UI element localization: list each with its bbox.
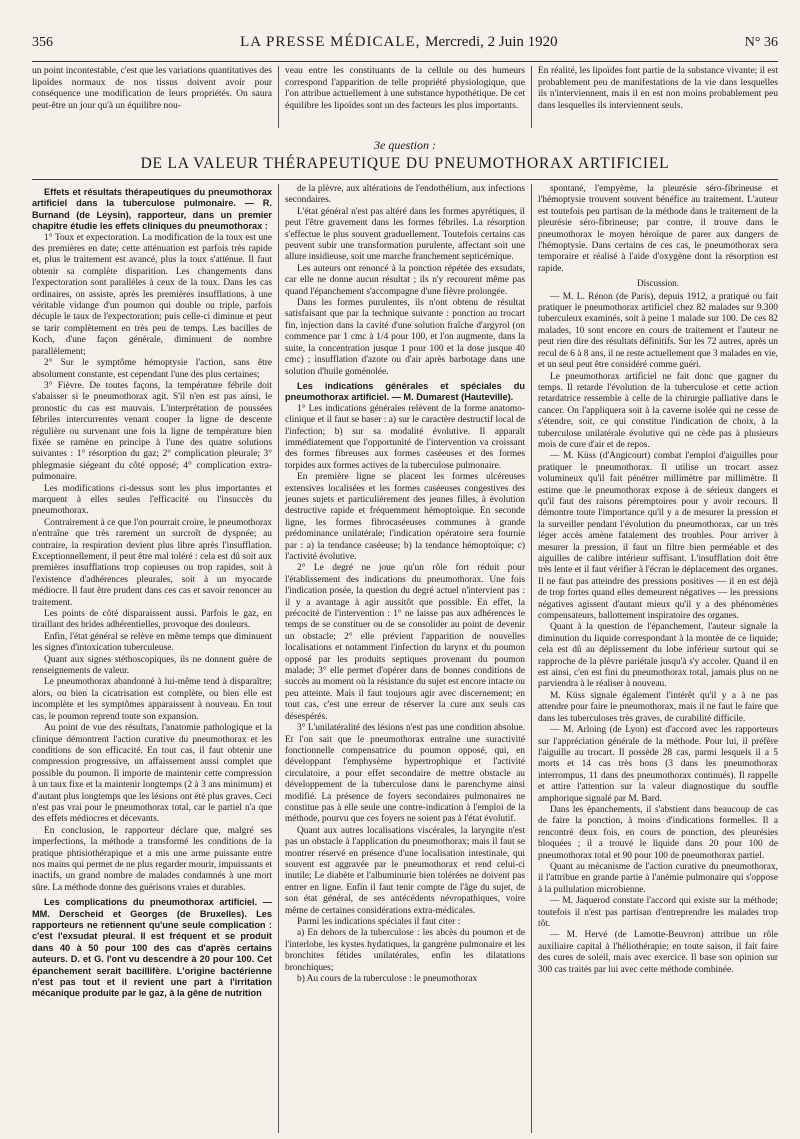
- issue-number: N° 36: [744, 35, 778, 50]
- running-header: [32, 34, 778, 54]
- paragraph: 1° Les indications générales relèvent de la forme anatomo-clinique et il faut se baser : a) sur le caractère destructif local de l'infection; b) sur sa modalité évolutive. Il apparaît immédiatement que l'opportunité de l'intervention va croissant des formes fibreuses aux formes caséeuses et des formes torpides aux formes actives de la tuberculose pulmonaire.: [285, 403, 525, 471]
- paragraph: Le pneumothorax artificiel ne fait donc que gagner du temps. Il retarde l'évolution de la tuberculose et cette action retardatrice ressemble à celle de la chirurgie palliative dans le cancer. On l'appliquera soit à la caverne isolée qui ne cesse de s'étendre, soit, ce qui constitue l'indication de choix, à la tuberculose unilatérale évolutive qui ne cède pas à plusieurs mois de cure d'air et de repos.: [538, 371, 778, 450]
- paragraph: Quant aux signes stéthoscopiques, ils ne donnent guère de renseignements de valeur.: [32, 654, 272, 677]
- paragraph: 3° L'unilatéralité des lésions n'est pas une condition absolue. Et l'on sait que le pneumothorax entraîne une suractivité fonctionnelle compensatrice du poumon opposé, qui, en développant l'emphysème hypertrophique et l'activité circulatoire, a pour effet secondaire de mettre obstacle au développement de la tuberculose dans le parenchyme ainsi modifié. La présence de foyers secondaires pulmonaires ne constitue pas à elle seule une contre-indication à l'emploi de la méthode, pourvu que ces foyers ne soient pas à l'état évolutif.: [285, 723, 525, 825]
- paragraph: 1° Toux et expectoration. La modification de la toux est une des premières en date; cette atténuation est parfois très rapide et, plus le traitement est avancé, plus la toux s'atténue. Il faut obtenir sa complète disparition. Les changements dans l'expectoration sont parallèles à ceux de la toux. Dans les cas ordinaires, on assiste, après les premières insufflations, à une véritable vidange d'un poumon qui double ou triple, parfois décuple le taux de l'expectoration; puis celle-ci diminue et peut se tarir complètement en très peu de temps. Les bacilles de Koch, d'une façon générale, diminuent de nombre parallèlement;: [32, 232, 272, 357]
- article-body: [32, 184, 778, 1133]
- paragraph: Quant à la question de l'épanchement, l'auteur signale la diminution du liquide correspondant à la montée de ce liquide; cela est dû au déplissement du lobe inférieur surtout qui se rapproche de la plèvre pariétale jusqu'à s'y accoler. Quand il en est ainsi, c'en est fini du pneumothorax total, jamais plus on ne parviendra à le réaliser à nouveau.: [538, 622, 778, 690]
- paragraph: Contrairement à ce que l'on pourrait croire, le pneumothorax n'entraîne que très rarement un surcroît de dyspnée; au contraire, la respiration devient plus libre après l'insufflation. Exceptionnellement, il peut être mal toléré : cela est dû soit aux premières insufflations trop copieuses ou trop rapides, soit à l'existence d'adhérences pleurales, soit à un myocarde médiocre. Il faut être prudent dans ces cas et savoir renoncer au traitement.: [32, 517, 272, 608]
- article-title: DE LA VALEUR THÉRAPEUTIQUE DU PNEUMOTHORAX ARTIFICIEL: [140, 155, 670, 172]
- paragraph: a) En dehors de la tuberculose : les abcès du poumon et de l'interlobe, les kystes hydatiques, la gangrène pulmonaire et les bronchites fétides unilatérales, enfin les dilatations bronchiques;: [285, 928, 525, 973]
- continued-article: [32, 66, 778, 128]
- paragraph: Parmi les indications spéciales il faut citer :: [297, 917, 461, 927]
- paragraph: L'état général n'est pas altéré dans les formes apyrétiques, il peut l'être gravement dans les formes fébriles. La résorption s'effectue le plus souvent graduellement. Toutefois certains cas peuvent subir une transformation purulente, affectant soit une allure insidieuse, soit une marche franchement septicémique.: [285, 206, 525, 263]
- top-column-1: un point incontestable, c'est que les variations quantitatives des lipoïdes normaux de nos tissus doivent avoir pour conséquence une modification de leurs propriétés. On saura peut-être un jour qu'à un équilibre nou-: [32, 66, 272, 111]
- paragraph: Dans les formes purulentes, ils n'ont obtenu de résultat satisfaisant que par la technique suivante : ponction au trocart fin, injection dans la cavité d'une solution fraîche d'argyrol (on commence par 1 cmc à 1/4 pour 100, et l'on augmente, dans la suite, la concentration jusque 1 pour 100 et la dose jusque 40 cmc) ; insufflation d'azote ou d'air après barbotage dans une solution d'huile goménolée.: [285, 298, 525, 377]
- paragraph: — M. Küss (d'Angicourt) combat l'emploi d'aiguilles pour pratiquer le pneumothorax. Il utilise un trocart assez volumineux qu'il fait pénétrer millimètre par millimètre. Il estime que le pneumothorax expose à de sérieux dangers et qu'il faut des raisons péremptoires pour y avoir recours. Il démontre toute l'importance qu'il y a de mesurer la pression et la surveiller pendant l'évolution du pneumothorax, car un très léger accès amène fatalement des troubles. Pour arriver à mesurer la pression, il faut un filtre bien perméable et des aiguilles de calibre intérieur suffisant. L'insufflation doit être très lente et il faut vérifier à l'écran le déplacement des organes. Il ne faut pas atteindre des pressions positives — il en est déjà de trop fortes quand elles demeurent négatives — les pressions négatives agissent d'autant mieux qu'il y a des phénomènes compensateurs, ballottement inspiratoire des organes.: [538, 451, 778, 622]
- subsection-heading: Les indications générales et spéciales du pneumothorax artificiel. — M. Dumarest (Hauteville).: [285, 380, 525, 403]
- section-label: 3e question :: [374, 138, 436, 152]
- paragraph: de la plèvre, aux altérations de l'endothélium, aux infections secondaires.: [285, 184, 525, 206]
- paragraph: Les modifications ci-dessus sont les plus importantes et marquent à elles seules l'efficacité ou l'insuccès du pneumothorax.: [32, 483, 272, 517]
- issue-date: Mercredi, 2 Juin 1920: [425, 34, 558, 50]
- paragraph: b) Au cours de la tuberculose : le pneumothorax: [297, 974, 478, 985]
- paragraph: Quant aux autres localisations viscérales, la laryngite n'est pas un obstacle à l'application du pneumothorax; mais il faut se montrer réservé en présence d'une localisation intestinale, qui souvent est aggravée par le pneumothorax et rend celui-ci inutile; Le diabète et l'albuminurie bien tolérées ne doivent pas entrer en ligne. Enfin il faut tenir compte de l'âge du sujet, de son état général, de ses antécédents névropathiques, voire même de certaines considérations extra-médicales.: [285, 825, 525, 916]
- paragraph: — M. Jaquerod constate l'accord qui existe sur la méthode; toutefois il n'est pas partisan d'entreprendre les malades trop tôt.: [538, 896, 778, 929]
- paragraph: Les points de côté disparaissent aussi. Parfois le gaz, en tiraillant des brides adhérentielles, provoque des douleurs.: [32, 609, 272, 631]
- subsection-heading: Effets et résultats thérapeutiques du pneumothorax artificiel dans la tuberculose pulmonaire. — R. Burnand (de Leysin), rapporteur, dans un premier chapitre étudie les effets cliniques du pneumothorax :: [32, 187, 272, 232]
- paragraph: En première ligne se placent les formes ulcéreuses extensives localisées et les formes caséeuses congestives des jeunes sujets et particulièrement des jeunes filles, à évolution destructive rapide et fréquemment hémoptoïque. En seconde ligne, les formes fibrocaséeuses communes à grande prédominance unilatérale; l'indication opératoire sera fournie par : a) la tendance caséeuse; b) la tendance hémoptoïque; c) l'activité évolutive.: [285, 472, 525, 562]
- journal-header: [240, 34, 558, 51]
- paragraph: M. Küss signale également l'intérêt qu'il y a à ne pas attendre pour faire le pneumothorax, mais il ne faut le faire que dans les tuberculoses très graves, de curabilité difficile.: [538, 690, 778, 724]
- paragraph: — M. Hervé (de Lamotte-Beuvron) attribue un rôle auxiliaire capital à l'héliothérapie; en toute saison, il fait faire des cures de soleil, mais avec exercice. Il base son opinion sur 300 cas traités par lui avec cette méthode combinée.: [538, 930, 778, 975]
- subsection-heading: Les complications du pneumothorax artificiel. — MM. Derscheid et Georges (de Bruxelles). Les rapporteurs ne retiennent qu'une seule complication : c'est l'exsudat pleural. Il est fréquent et se produit dans 40 à 50 pour 100 des cas d'après certains auteurs. D. et G. l'ont vu descendre à 20 pour 100. Cet épanchement serait bacillifère. L'origine bactérienne n'est pas tout et il revient une part à l'irritation mécanique produite par le gaz, à la gêne de nutrition: [32, 897, 272, 999]
- title-rule: [32, 179, 778, 180]
- discussion-heading: Discussion.: [637, 278, 679, 289]
- paragraph: En conclusion, le rapporteur déclare que, malgré ses imperfections, la méthode a transformé les conditions de la pratique phtisiothérapique et a mis une arme puissante entre nos mains qui permet de ne plus regarder mourir, impuissants et inactifs, un grand nombre de malades condamnés à une mort sûre. La méthode donne des guérisons vraies et durables.: [32, 825, 272, 893]
- paragraph: 2° Le degré ne joue qu'un rôle fort réduit pour l'établissement des indications du pneumothorax. Une fois l'indication posée, la question du degré actuel n'intervient pas : il y a avantage à agir aussitôt que possible. En effet, la précocité de l'intervention : 1° ne laisse pas aux adhérences le temps de se constituer ou de se consolider au point de devenir un obstacle; 2° elle prévient l'apparition de nouvelles localisations et notamment l'infection du larynx et du poumon opposé par les produits septiques provenant du poumon malade; 3° elle permet d'opérer dans de bonnes conditions de succès au moment où la résistance du sujet est encore intacte ou peu atteinte. Mais il faut toujours agir avec discernement; en tout cas, c'est une erreur de réserver la cure aux seuls cas désespérés.: [285, 563, 525, 722]
- paragraph: 3° Fièvre. De toutes façons, la température fébrile doit s'abaisser si le pneumothorax agit. S'il n'en est pas ainsi, le pronostic du cas est mauvais. L'interprétation de poussées fébriles intercurrentes venant couper la ligne de descente régulière ou survenant une fois la ligne de température bien fixée se ramène en principe à l'une des quatre solutions suivantes : 1° résorption du gaz; 2° complication pleurale; 3° phlegmasie siégeant du côté opposé; 4° complication extra-pulmonaire.: [32, 380, 272, 483]
- journal-name: LA PRESSE MÉDICALE,: [240, 34, 421, 50]
- paragraph: Le pneumothorax abandonné à lui-même tend à disparaître; alors, ou bien la cicatrisation est complète, ou bien elle est incomplète et les symptômes apparaissent à nouveau. En tout cas, le poumon reprend toute son expansion.: [32, 677, 272, 722]
- paragraph: Quant au mécanisme de l'action curative du pneumothorax, il l'attribue en grande partie à l'anémie pulmonaire qui s'oppose à la pullulation microbienne.: [538, 861, 778, 895]
- page-number: 356: [32, 35, 53, 50]
- paragraph: 2° Sur le symptôme hémoptysie l'action, sans être absolument constante, est cependant l'une des plus certaines;: [32, 358, 272, 380]
- body-column-2: [278, 184, 531, 1133]
- paragraph: — M. Arloing (de Lyon) est d'accord avec les rapporteurs sur l'appréciation générale de la méthode. Pour lui, il préfère l'aiguille au trocart. Il possède 28 cas, parmi lesquels il a 5 morts et 14 cas très bons (3 dans les pneumothorax interrompus, 11 dans des pneumothorax continués). Il rappelle et attire l'attention sur la valeur diagnostique du souffle amphorique signalé par M. Bard.: [538, 725, 778, 804]
- paragraph: Les auteurs ont renoncé à la ponction répétée des exsudats, car elle ne donne aucun résultat ; ils n'y recourent même pas quand l'épanchement s'accompagne d'une fièvre prolongée.: [285, 263, 525, 297]
- top-column-3: En réalité, les lipoïdes font partie de la substance vivante; il est probablement peu de manifestations de la vie dans lesquelles ils n'interviennent, mais il en est non moins probablement peu dans lesquelles ils interviennent seuls.: [531, 66, 778, 128]
- paragraph: Dans les épanchements, il s'abstient dans beaucoup de cas de faire la ponction, à moins d'indications formelles. Il a rencontré deux fois, en cours de ponction, des pleurésies bloquées ; il a trouvé le liquide dans 20 pour 100 de pneumothorax total et 90 pour 100 de pneumothorax partiel.: [538, 804, 778, 861]
- header-rule: [32, 61, 778, 62]
- body-column-1: [32, 184, 278, 1133]
- paragraph: spontané, l'empyème, la pleurésie séro-fibrineuse et l'hémoptysie trouvent souvent bénéfice au traitement. L'auteur est toutefois peu partisan de la méthode dans le traitement de la pleurésie séro-fibrineuse; par contre, il trouve dans le pneumothorax le moyen héroïque de parer aux dangers de l'hémoptysie. Dans certains de ces cas, le pneumothorax sera temporaire et réalisé à l'aide d'oxygène dont la résorption est rapide.: [538, 184, 778, 274]
- paragraph: — M. L. Rénon (de Paris), depuis 1912, a pratiqué ou fait pratiquer le pneumothorax artificiel chez 82 malades sur 9.300 tuberculeux examinés, soit à peine 1 malade sur 100. De ces 82 malades, 10 sont encore en cours de traitement et l'auteur ne peut rien dire des résultats définitifs. Sur les 72 autres, après un recul de 6 à 8 ans, il ne reste actuellement que 3 malades en vie, et un seul peut être considéré comme guéri.: [538, 291, 778, 371]
- paragraph: Enfin, l'état général se relève en même temps que diminuent les signes d'intoxication tuberculeuse.: [32, 631, 272, 654]
- body-column-3: [531, 184, 778, 1133]
- paragraph: Au point de vue des résultats, l'anatomie pathologique et la clinique démontrent l'action curative du pneumothorax et les conditions de son efficacité. En tout cas, il faut obtenir une compression progressive, un affaissement aussi complet que possible du poumon. Il importe de maintenir cette compression à un taux fixe et la maintenir longtemps (2 à 3 ans minimum) et d'autant plus longtemps que les lésions ont été plus graves. Ceci n'est pas vrai pour le pneumothorax total, car le partiel n'a que des effets médiocres et décevants.: [32, 723, 272, 825]
- top-column-2: veau entre les constituants de la cellule ou des humeurs correspond l'apparition de telle propriété physiologique, que l'on attribue actuellement à une substance hypothétique. De cet équilibre les lipoïdes sont un des facteurs les plus importants.: [278, 66, 531, 128]
